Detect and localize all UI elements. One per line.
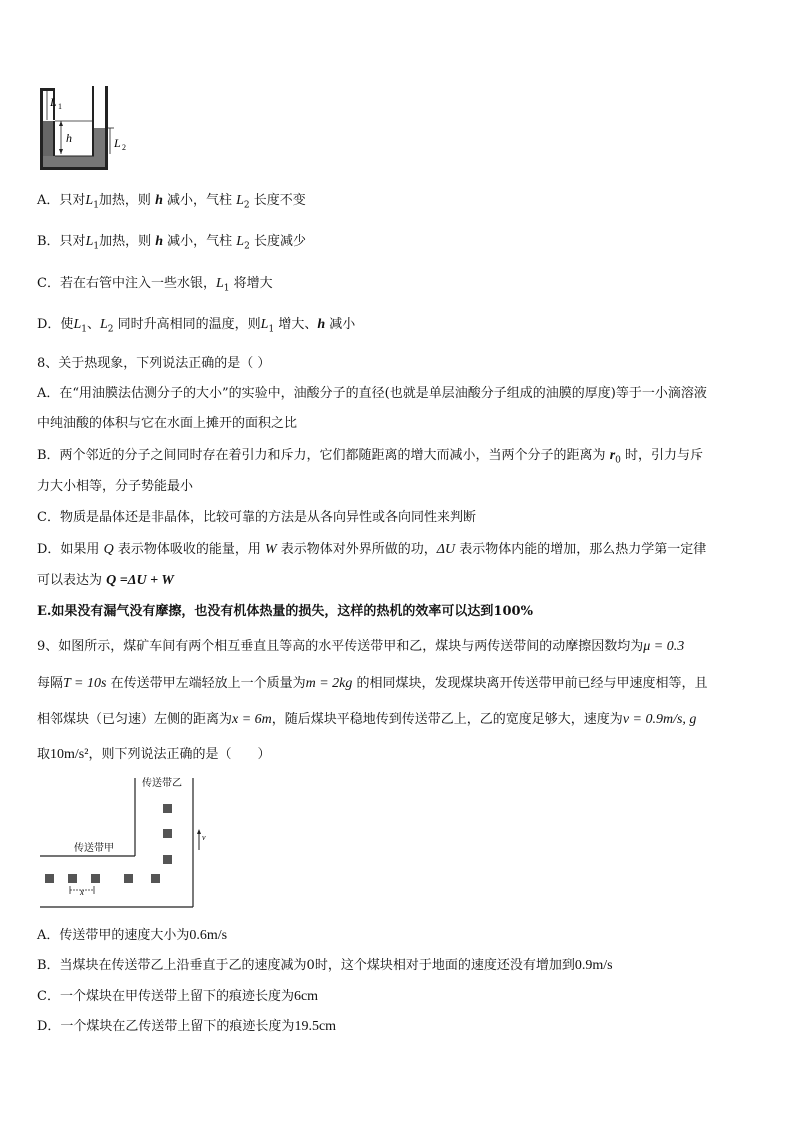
coal-block [45,874,54,883]
coal-block [163,804,172,813]
coal-block [124,874,133,883]
q9-stem-line3: 相邻煤块（已匀速）左侧的距离为x = 6m，随后煤块平稳地传到传送带乙上，乙的宽度足够大，速度为v = 0.9m/s, g [37,712,697,727]
v-label: v [202,833,206,842]
q8-option-a-line2: 中纯油酸的体积与它在水面上摊开的面积之比 [37,416,298,431]
belt-a-label: 传送带甲 [74,843,114,854]
q9-option-a: A．传送带甲的速度大小为0.6m/s [37,928,228,943]
h-label: h [66,131,72,145]
q7-option-b: B．只对$L_1$加热，则 h 减小，气柱 $L_2$ 长度减少 [37,234,306,252]
q9-option-b: B．当煤块在传送带乙上沿垂直于乙的速度减为0时，这个煤块相对于地面的速度还没有增加到0.9m/s [37,958,613,973]
q7-option-a: A．只对$L_1$加热，则 h 减小，气柱 $L_2$ 长度不变 [37,193,306,211]
conveyor-figure [38,772,218,912]
q9-option-c: C．一个煤块在甲传送带上留下的痕迹长度为6cm [37,989,319,1004]
q9-stem-line1: 9、如图所示，煤矿车间有两个相互垂直且等高的水平传送带甲和乙，煤块与两传送带间的动摩擦因数均为μ = 0.3 [37,639,685,654]
l2-label: L [114,136,121,150]
q8-option-d-line2: 可以表达为 Q =ΔU + W [37,573,174,588]
q9-stem-line4: 取10m/s²，则下列说法正确的是（ ） [37,747,271,762]
q8-option-a-line1: A．在“用油膜法估测分子的大小”的实验中，油酸分子的直径(也就是单层油酸分子组成的油膜的厚度)等于一小滴溶液 [37,386,707,401]
coal-block [68,874,77,883]
q8-option-e: E.如果没有漏气没有摩擦，也没有机体热量的损失，这样的热机的效率可以达到100% [37,604,533,619]
l1-label: L [50,95,57,109]
q9-option-d: D．一个煤块在乙传送带上留下的痕迹长度为19.5cm [37,1019,337,1034]
q8-option-d-line1: D．如果用 Q 表示物体吸收的能量，用 W 表示物体对外界所做的功，ΔU 表示物体内能的增加，那么热力学第一定律 [37,542,707,557]
belt-b-label: 传送带乙 [142,778,182,789]
coal-block [91,874,100,883]
q9-stem-line2: 每隔T = 10s 在传送带甲左端轻放上一个质量为m = 2kg 的相同煤块，发现煤块离开传送带甲前已经与甲速度相等，且 [37,676,708,691]
u-tube-figure [34,86,134,176]
l2-sub: 2 [122,143,126,152]
q8-option-b-line1: B．两个邻近的分子之间同时存在着引力和斥力，它们都随距离的增大而减小，当两个分子的距离为 $r_0$ 时，引力与斥 [37,448,704,466]
x-spacing-label: x [80,887,84,897]
l1-sub: 1 [58,102,62,111]
coal-block [151,874,160,883]
q7-option-c: C．若在右管中注入一些水银，$L_1$ 将增大 [37,276,273,294]
coal-block [163,855,172,864]
q8-stem: 8、关于热现象，下列说法正确的是（ ） [37,356,271,371]
coal-block [163,829,172,838]
q8-option-c: C．物质是晶体还是非晶体，比较可靠的方法是从各向异性或各向同性来判断 [37,510,476,525]
q8-option-b-line2: 力大小相等，分子势能最小 [37,479,194,494]
q7-option-d: D．使$L_1$、$L_2$ 同时升高相同的温度，则$L_1$ 增大、h 减小 [37,317,356,335]
